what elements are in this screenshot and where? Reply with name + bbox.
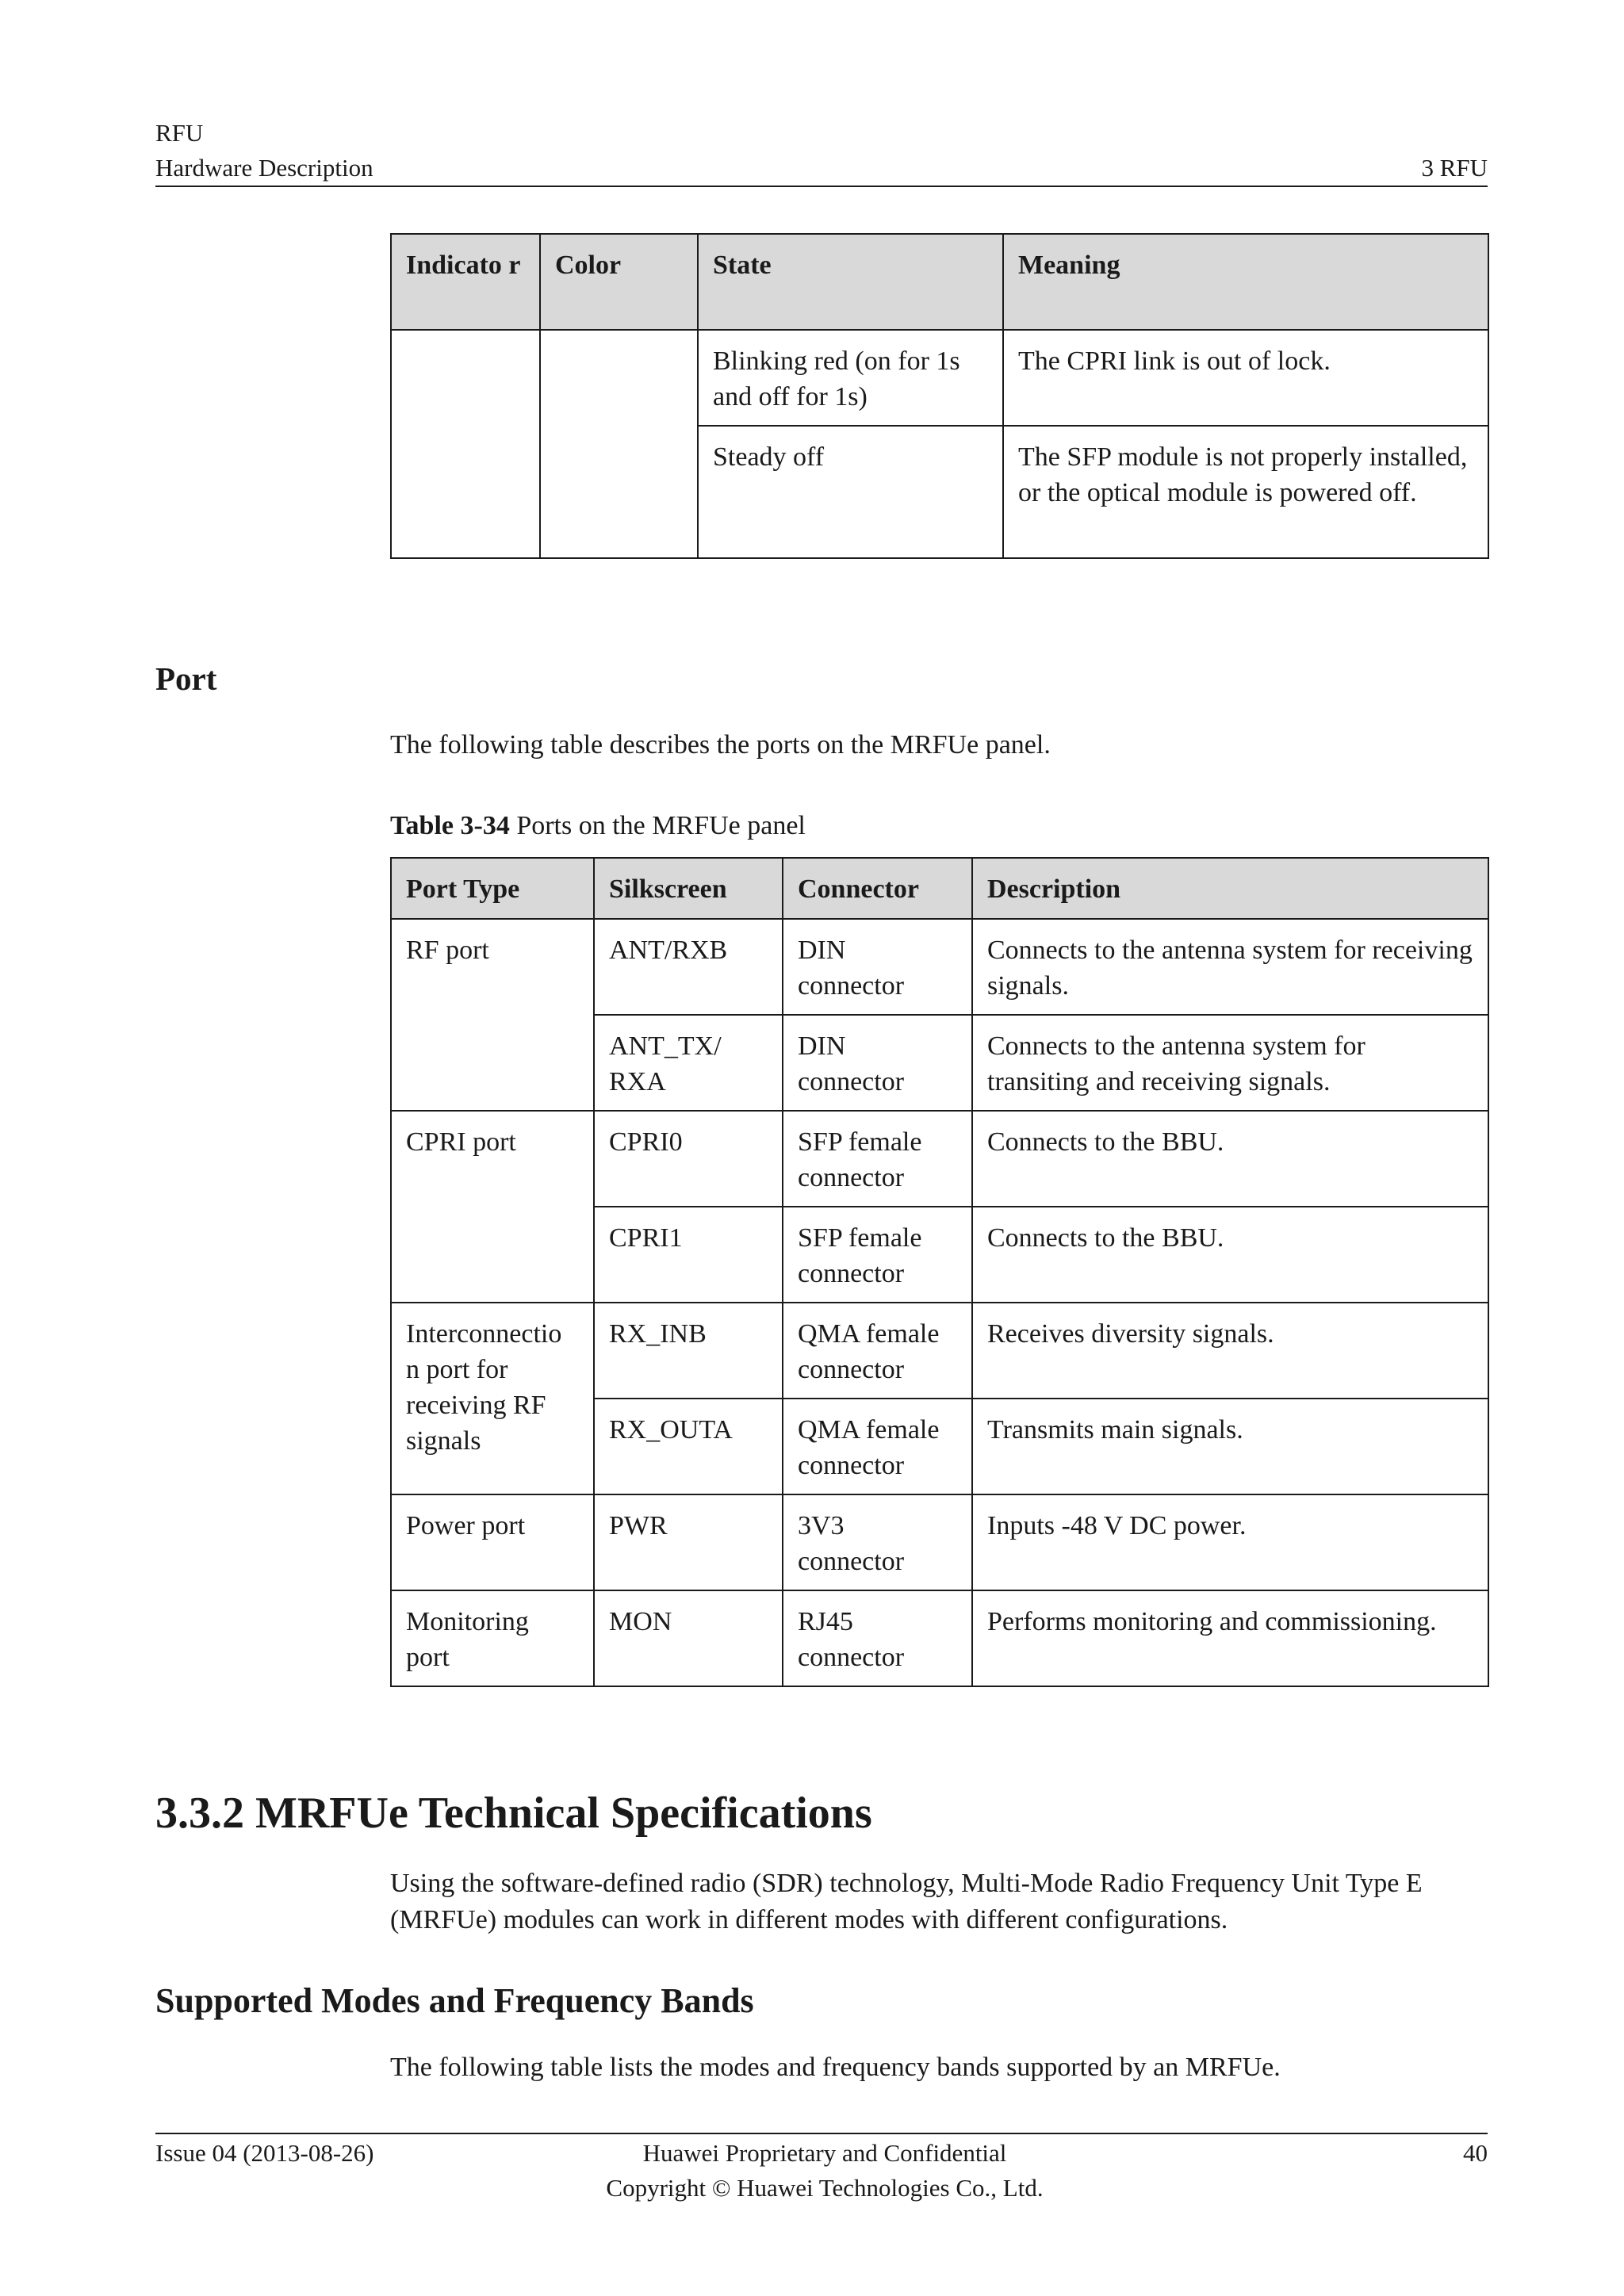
- state-cell: Steady off: [698, 426, 1003, 558]
- column-header: Indicato r: [391, 234, 540, 330]
- description-cell: Connects to the BBU.: [972, 1207, 1488, 1303]
- table-row: [391, 330, 1488, 426]
- description-cell: Inputs -48 V DC power.: [972, 1494, 1488, 1590]
- table-header-row: [391, 858, 1488, 919]
- footer-issue: Issue 04 (2013-08-26): [155, 2139, 374, 2167]
- meaning-cell: The CPRI link is out of lock.: [1003, 330, 1488, 426]
- port-type-cell: Power port: [391, 1494, 594, 1590]
- modes-intro-text: The following table lists the modes and frequency bands supported by an MRFUe.: [390, 2053, 1281, 2082]
- silkscreen-cell: RX_OUTA: [594, 1399, 783, 1494]
- description-cell: Transmits main signals.: [972, 1399, 1488, 1494]
- indicator-table: [390, 233, 1489, 559]
- meaning-cell: The SFP module is not properly installed, or the optical module is powered off.: [1003, 426, 1488, 558]
- description-cell: Connects to the antenna system for transiting and receiving signals.: [972, 1015, 1488, 1111]
- description-cell: Receives diversity signals.: [972, 1303, 1488, 1399]
- page-number: 40: [1463, 2139, 1488, 2167]
- column-header: Meaning: [1003, 234, 1488, 330]
- connector-cell: DIN connector: [783, 919, 972, 1015]
- connector-cell: RJ45 connector: [783, 1590, 972, 1686]
- connector-cell: SFP female connector: [783, 1207, 972, 1303]
- connector-cell: QMA female connector: [783, 1303, 972, 1399]
- ports-table: [390, 857, 1489, 1687]
- column-header: Silkscreen: [594, 858, 783, 919]
- silkscreen-cell: CPRI1: [594, 1207, 783, 1303]
- column-header: Connector: [783, 858, 972, 919]
- table-row: [391, 1494, 1488, 1590]
- specs-intro-text: Using the software-defined radio (SDR) technology, Multi-Mode Radio Frequency Unit Type E (MRFUe) modules can work in different modes with different configurations.: [390, 1869, 1423, 1934]
- connector-cell: DIN connector: [783, 1015, 972, 1111]
- description-cell: Connects to the antenna system for receiving signals.: [972, 919, 1488, 1015]
- column-header: Port Type: [391, 858, 594, 919]
- footer-confidential: Huawei Proprietary and Confidential: [642, 2139, 1007, 2167]
- section-heading-port: Port: [155, 660, 217, 697]
- connector-cell: 3V3 connector: [783, 1494, 972, 1590]
- port-type-cell: CPRI port: [391, 1111, 594, 1303]
- footer-copyright: Copyright © Huawei Technologies Co., Ltd.: [606, 2174, 1044, 2202]
- description-cell: Performs monitoring and commissioning.: [972, 1590, 1488, 1686]
- silkscreen-cell: PWR: [594, 1494, 783, 1590]
- indicator-cell: [391, 330, 540, 558]
- silkscreen-cell: RX_INB: [594, 1303, 783, 1399]
- table-row: [391, 1590, 1488, 1686]
- description-cell: Connects to the BBU.: [972, 1111, 1488, 1207]
- connector-cell: QMA female connector: [783, 1399, 972, 1494]
- header-chapter: 3 RFU: [1421, 154, 1488, 182]
- silkscreen-cell: MON: [594, 1590, 783, 1686]
- port-type-cell: Monitoring port: [391, 1590, 594, 1686]
- table-row: [391, 1303, 1488, 1399]
- table-header-row: [391, 234, 1488, 330]
- silkscreen-cell: CPRI0: [594, 1111, 783, 1207]
- table-caption-label: Table 3-34: [390, 811, 510, 840]
- header-product: RFU: [155, 119, 204, 147]
- connector-cell: SFP female connector: [783, 1111, 972, 1207]
- silkscreen-cell: ANT_TX/ RXA: [594, 1015, 783, 1111]
- column-header: Color: [540, 234, 698, 330]
- footer-rule: [155, 2133, 1488, 2134]
- port-type-cell: Interconnectio n port for receiving RF signals: [391, 1303, 594, 1494]
- port-type-cell: RF port: [391, 919, 594, 1111]
- silkscreen-cell: ANT/RXB: [594, 919, 783, 1015]
- port-intro-text: The following table describes the ports on the MRFUe panel.: [390, 730, 1051, 760]
- header-rule: [155, 186, 1488, 187]
- state-cell: Blinking red (on for 1s and off for 1s): [698, 330, 1003, 426]
- table-caption: [390, 811, 806, 841]
- column-header: Description: [972, 858, 1488, 919]
- section-heading-modes: Supported Modes and Frequency Bands: [155, 1981, 754, 2020]
- header-doc-title: Hardware Description: [155, 154, 373, 182]
- table-row: [391, 1111, 1488, 1207]
- column-header: State: [698, 234, 1003, 330]
- table-row: [391, 919, 1488, 1015]
- color-cell: [540, 330, 698, 558]
- section-heading-specs: 3.3.2 MRFUe Technical Specifications: [155, 1789, 872, 1838]
- table-caption-text: Ports on the MRFUe panel: [509, 811, 806, 840]
